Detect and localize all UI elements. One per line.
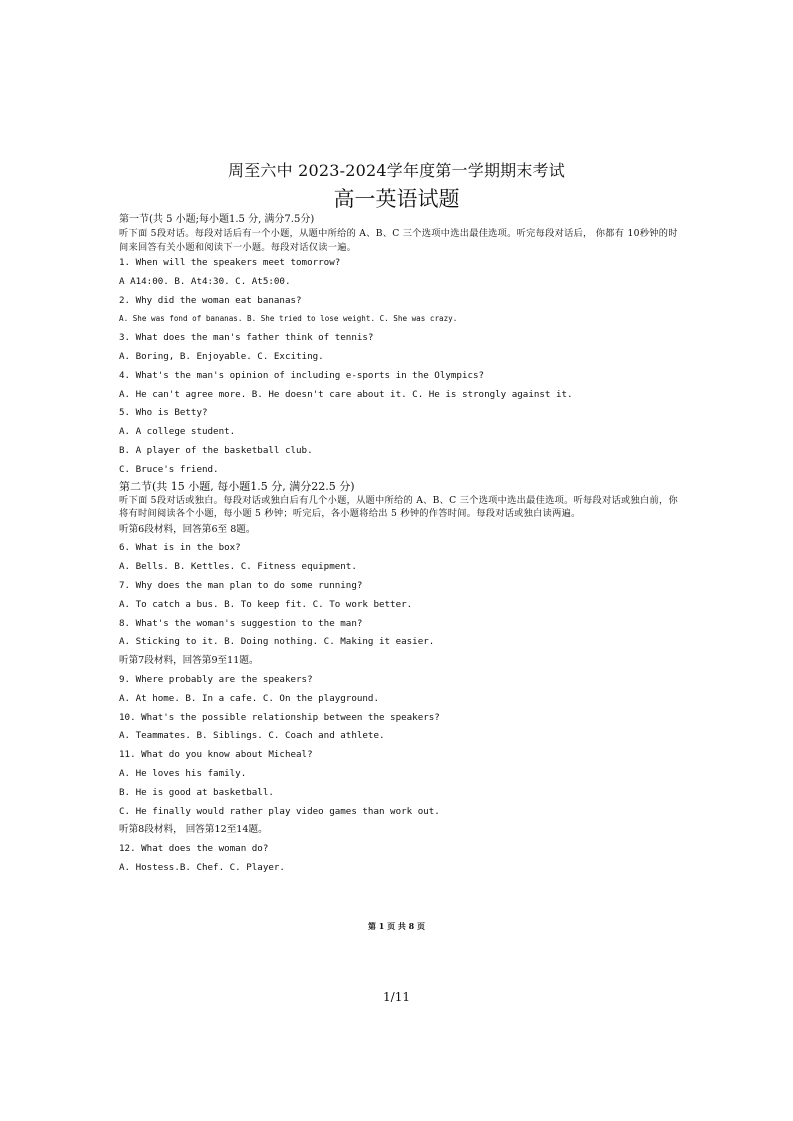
question-line: 10. What's the possible relationship between the speakers? xyxy=(119,711,440,723)
section1-instruction: 听下面 5段对话。每段对话后有一个小题，从题中所给的 A、B、C 三个选项中选出最佳选项。听完每段对话后， 你都有 10秒钟的时间来回答有关小题和阅读下一小题。每段对话仅读一遍。 xyxy=(119,228,678,253)
question-line: 8. What's the woman's suggestion to the man? xyxy=(119,617,363,629)
question-line: 11. What do you know about Micheal? xyxy=(119,749,313,761)
question-line: A. At home. B. In a cafe. C. On the playground. xyxy=(119,692,379,704)
question-line: A. Sticking to it. B. Doing nothing. C. Making it easier. xyxy=(119,636,435,648)
question-line: A. He can't agree more. B. He doesn't care about it. C. He is strongly against it. xyxy=(119,388,573,400)
group8-instruction: 听第8段材料， 回答第12至14题。 xyxy=(119,824,268,836)
page-footer: 第 1 页 共 8 页 xyxy=(367,921,426,931)
question-line: 12. What does the woman do? xyxy=(119,843,269,855)
group6-instruction: 听第6段材料，回答第6至 8题。 xyxy=(119,523,256,535)
question-line: C. Bruce's friend. xyxy=(119,463,219,475)
question-line: A. Hostess.B. Chef. C. Player. xyxy=(119,861,285,873)
question-line: A A14:00. B. At4:30. C. At5:00. xyxy=(119,275,291,287)
section1-heading: 第一节(共 5 小题;每小题1.5 分, 满分7.5分) xyxy=(119,214,315,225)
question-line: 3. What does the man's father think of tennis? xyxy=(119,332,374,344)
section2-questions-c xyxy=(119,840,681,878)
page-number: 1/11 xyxy=(383,990,410,1004)
question-line: 4. What's the man's opinion of including e-sports in the Olympics? xyxy=(119,369,485,381)
question-line: A. Boring, B. Enjoyable. C. Exciting. xyxy=(119,350,324,362)
question-line: A. To catch a bus. B. To keep fit. C. To work better. xyxy=(119,598,413,610)
question-line: 5. Who is Betty? xyxy=(119,407,208,419)
section1-questions xyxy=(119,254,681,480)
question-line: 1. When will the speakers meet tomorrow? xyxy=(119,257,341,268)
question-line: 6. What is in the box? xyxy=(119,542,241,554)
section2-heading: 第二节(共 15 小题, 每小题1.5 分, 满分22.5 分) xyxy=(119,479,355,493)
exam-title: 周至六中 2023-2024学年度第一学期期末考试 xyxy=(228,161,565,180)
question-line: B. He is good at basketball. xyxy=(119,786,274,798)
section2-questions-b xyxy=(119,671,681,821)
group7-instruction: 听第7段材料，回答第9至11题。 xyxy=(119,655,259,667)
question-line: A. A college student. xyxy=(119,426,236,438)
question-line: 7. Why does the man plan to do some running? xyxy=(119,579,363,591)
section2-questions-a xyxy=(119,539,681,652)
question-line: A. Bells. B. Kettles. C. Fitness equipment. xyxy=(119,561,357,573)
question-line: A. She was fond of bananas. B. She tried to lose weight. C. She was crazy. xyxy=(119,314,458,324)
question-line: A. Teammates. B. Siblings. C. Coach and athlete. xyxy=(119,730,385,742)
section2-instruction: 听下面 5段对话或独白。每段对话或独白后有几个小题，从题中所给的 A、B、C 三个选项中选出最佳选项。听每段对话或独白前，你将有时间阅读各个小题，每小题 5 秒钟；听完后，各小题将给出 5 秒钟的作答时间。每段对话或独白读两遍。 xyxy=(119,494,678,520)
question-line: C. He finally would rather play video games than work out. xyxy=(119,805,440,817)
question-line: 2. Why did the woman eat bananas? xyxy=(119,294,302,306)
exam-subtitle: 高一英语试题 xyxy=(333,187,460,211)
exam-content xyxy=(119,213,681,878)
question-line: A. He loves his family. xyxy=(119,767,247,779)
question-line: 9. Where probably are the speakers? xyxy=(119,673,313,685)
question-line: B. A player of the basketball club. xyxy=(119,444,313,456)
